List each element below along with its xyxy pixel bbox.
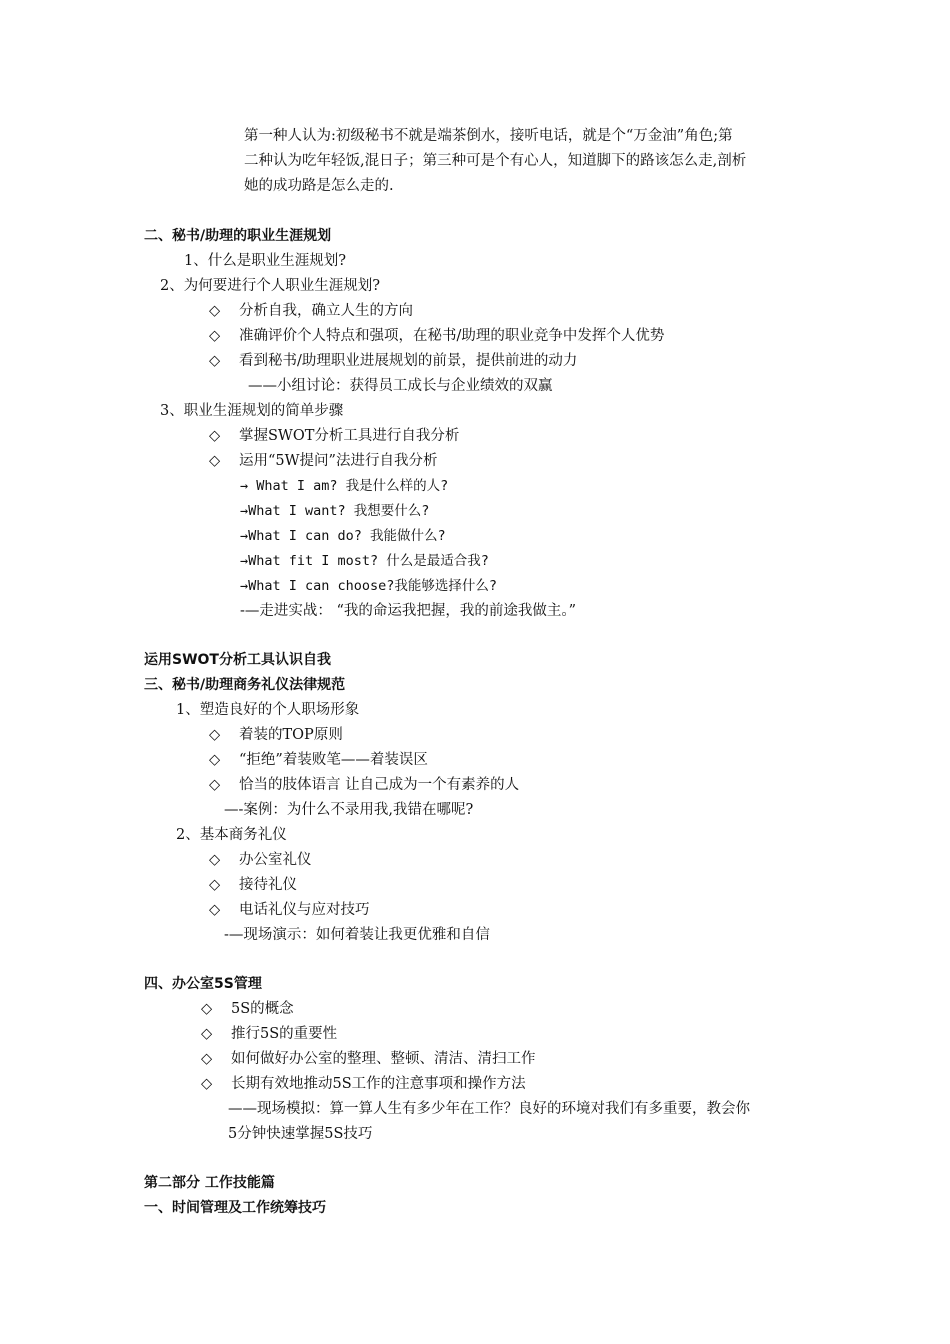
diamond-bullet-icon: ◇ (209, 353, 221, 369)
diamond-bullet-icon: ◇ (209, 428, 221, 444)
question-item: →What fit I most? 什么是最适合我? (240, 553, 489, 569)
diamond-bullet-icon: ◇ (201, 1051, 213, 1067)
diamond-bullet-icon: ◇ (209, 303, 221, 319)
list-item: ◇ 分析自我，确立人生的方向 (209, 299, 413, 324)
list-item: ◇ 掌握SWOT分析工具进行自我分析 (209, 424, 459, 449)
diamond-bullet-icon: ◇ (209, 328, 221, 344)
list-item: ◇ 准确评价个人特点和强项，在秘书/助理的职业竞争中发挥个人优势 (209, 324, 664, 349)
simulation-note-cont: 5分钟快速掌握5S技巧 (228, 1126, 373, 1142)
question-1: 1、什么是职业生涯规划? (184, 253, 346, 269)
case-note: —-案例：为什么不录用我,我错在哪呢? (224, 802, 474, 818)
list-item: ◇ 着装的TOP原则 (209, 723, 343, 748)
demo-note: -—现场演示：如何着装让我更优雅和自信 (224, 927, 490, 943)
diamond-bullet-icon: ◇ (209, 902, 221, 918)
list-item: ◇ 推行5S的重要性 (201, 1022, 337, 1047)
diamond-bullet-icon: ◇ (209, 777, 221, 793)
question-3: 3、职业生涯规划的简单步骤 (160, 403, 344, 419)
question-item: →What I can do? 我能做什么? (240, 528, 446, 544)
simulation-note: ——现场模拟：算一算人生有多少年在工作？良好的环境对我们有多重要，教会你 (228, 1101, 750, 1117)
section-heading-3: 三、秘书/助理商务礼仪法律规范 (144, 677, 346, 693)
question-item: →What I want? 我想要什么? (240, 503, 430, 519)
list-item: ◇ “拒绝”着装败笔——着装误区 (209, 748, 428, 773)
section-heading-4: 四、办公室5S管理 (144, 976, 262, 992)
diamond-bullet-icon: ◇ (201, 1026, 213, 1042)
intro-line-1: 第一种人认为:初级秘书不就是端茶倒水，接听电话，就是个“万金油”角色;第 (244, 128, 733, 144)
diamond-bullet-icon: ◇ (209, 453, 221, 469)
point-2: 2、基本商务礼仪 (176, 827, 287, 843)
diamond-bullet-icon: ◇ (201, 1001, 213, 1017)
list-item: ◇ 电话礼仪与应对技巧 (209, 898, 370, 923)
diamond-bullet-icon: ◇ (209, 727, 221, 743)
question-2: 2、为何要进行个人职业生涯规划? (160, 278, 380, 294)
part-heading: 第二部分 工作技能篇 (144, 1175, 275, 1191)
practice-note: -—走进实战： “我的命运我把握，我的前途我做主。” (240, 603, 577, 619)
list-item: ◇ 如何做好办公室的整理、整顿、清洁、清扫工作 (201, 1047, 536, 1072)
question-item: →What I can choose?我能够选择什么? (240, 578, 498, 594)
diamond-bullet-icon: ◇ (209, 852, 221, 868)
question-item: → What I am? 我是什么样的人? (240, 478, 449, 494)
diamond-bullet-icon: ◇ (209, 877, 221, 893)
list-item: ◇ 恰当的肢体语言 让自己成为一个有素养的人 (209, 773, 519, 798)
list-item: ◇ 运用“5W提问”法进行自我分析 (209, 449, 437, 474)
diamond-bullet-icon: ◇ (201, 1076, 213, 1092)
list-item: ◇ 接待礼仪 (209, 873, 297, 898)
section-heading-part2-1: 一、时间管理及工作统筹技巧 (144, 1200, 326, 1216)
diamond-bullet-icon: ◇ (209, 752, 221, 768)
point-1: 1、塑造良好的个人职场形象 (176, 702, 360, 718)
intro-line-3: 她的成功路是怎么走的. (244, 178, 394, 194)
swot-line: 运用SWOT分析工具认识自我 (144, 652, 331, 668)
discussion-note: ——小组讨论：获得员工成长与企业绩效的双赢 (248, 378, 553, 394)
list-item: ◇ 看到秘书/助理职业进展规划的前景，提供前进的动力 (209, 349, 577, 374)
list-item: ◇ 长期有效地推动5S工作的注意事项和操作方法 (201, 1072, 526, 1097)
list-item: ◇ 5S的概念 (201, 997, 294, 1022)
list-item: ◇ 办公室礼仪 (209, 848, 312, 873)
section-heading-2: 二、秘书/助理的职业生涯规划 (144, 228, 332, 244)
intro-line-2: 二种认为吃年轻饭,混日子；第三种可是个有心人，知道脚下的路该怎么走,剖析 (244, 153, 747, 169)
